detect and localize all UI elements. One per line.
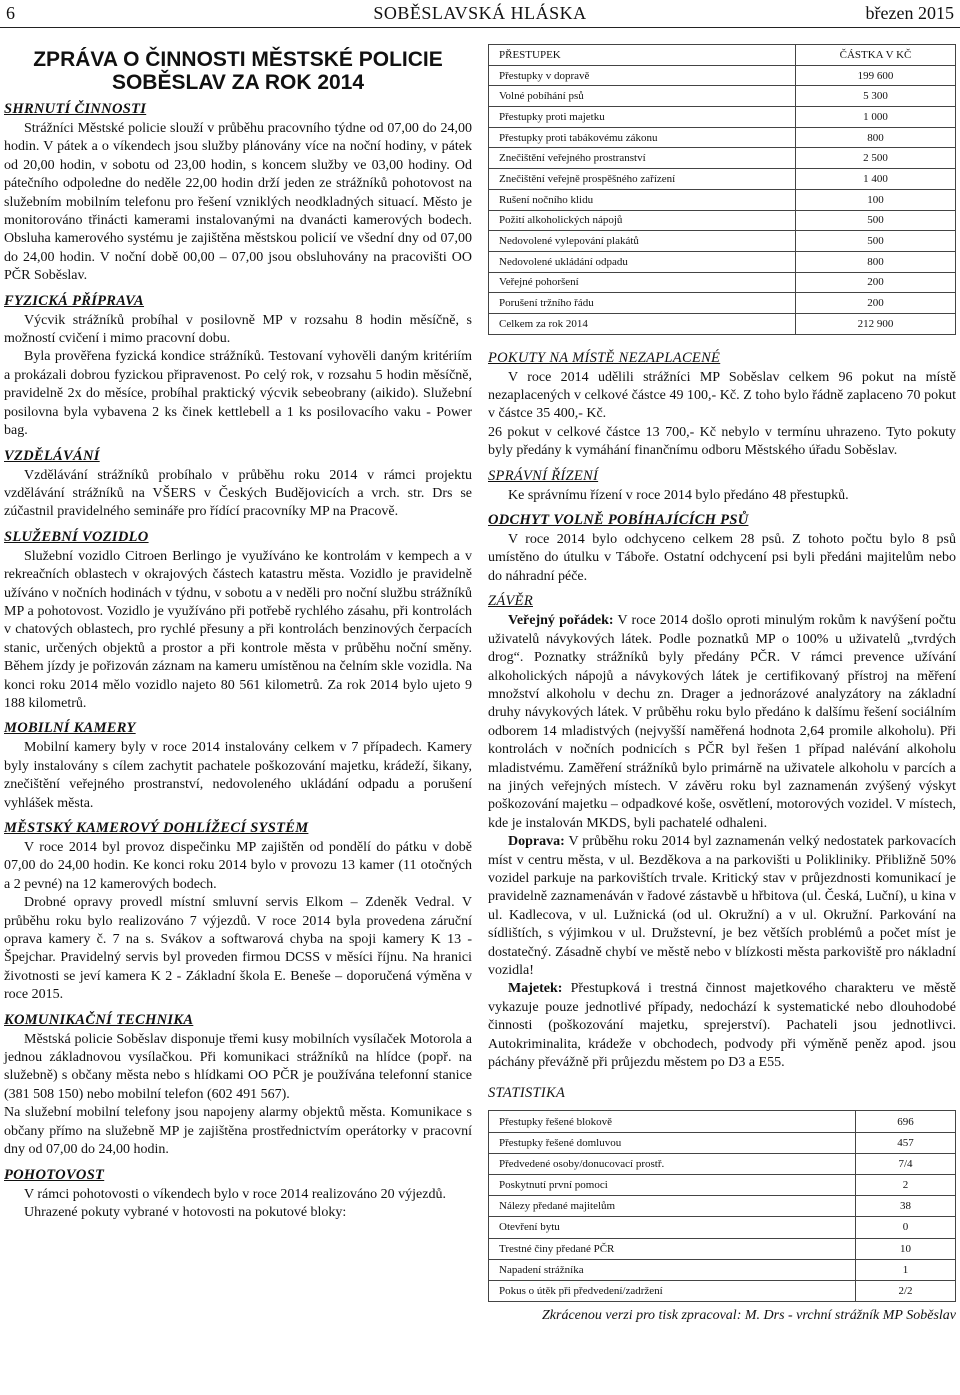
section-heading: VZDĚLÁVÁNÍ — [4, 447, 100, 464]
section-heading: POHOTOVOST — [4, 1166, 105, 1183]
paragraph: Výcvik strážníků probíhal v posilovně MP v rozsahu 8 hodin měsíčně, s možností cvičení i mimo pracovní dobu. — [4, 312, 472, 347]
row-label: Přestupky proti majetku — [489, 107, 796, 128]
row-label: Porušení tržního řádu — [489, 293, 796, 314]
table-row — [489, 1217, 956, 1238]
row-value: 38 — [856, 1196, 956, 1217]
paragraph: Strážníci Městské policie slouží v průběhu pracovního týdne od 07,00 do 24,00 hodin. V pátek a o víkendech jsou služby plánovány více na noční hodiny, v pátek od 20,00 hodin, v sobotu od 23,00 hodin, s koncem služby ve 03,00 hodiny. Od pátečního odpoledne do neděle 22,00 hodin drží jeden ze strážníků pohotovost na služebním mobilním telefonu pro řešení vzniklých neodkladných situací. Město je monitorováno třinácti kamerami instalovanými na dvanácti kamerových bodech. Obsluha kamerového systému je zajištěna městskou policií ve všední dny od 07,00 do 24,00 hodin. V noční době 00,00 – 07,00 jsou obsluhovány na pracovišti OO PČR Soběslav. — [4, 121, 472, 284]
lead-label: Majetek: — [508, 981, 563, 997]
paragraph: Na služební mobilní telefony jsou napojeny alarmy objektů města. Komunikace s občany přímo na služebně MP je zajištěna prostřednictvím operátorky v pracovní dny od 07,00 do 24,00 hodin. — [4, 1105, 472, 1158]
table-row — [489, 1238, 956, 1259]
row-label: Celkem za rok 2014 — [489, 313, 796, 334]
row-value: 696 — [856, 1111, 956, 1132]
table-row — [489, 251, 956, 272]
statistics-table — [488, 1110, 956, 1302]
row-label: Poskytnutí první pomoci — [489, 1175, 856, 1196]
row-value: 2/2 — [856, 1280, 956, 1301]
row-label: Přestupky řešené domluvou — [489, 1132, 856, 1153]
row-label: Veřejné pohoršení — [489, 272, 796, 293]
table-header-row — [489, 45, 956, 66]
section-heading: STATISTIKA — [488, 1085, 566, 1102]
row-label: Přestupky v dopravě — [489, 65, 796, 86]
section-heading: SPRÁVNÍ ŘÍZENÍ — [488, 467, 599, 484]
row-value: 10 — [856, 1238, 956, 1259]
section-heading: MOBILNÍ KAMERY — [4, 720, 136, 737]
page-number: 6 — [6, 3, 15, 23]
paragraph: Ke správnímu řízení v roce 2014 bylo předáno 48 přestupků. — [508, 487, 849, 503]
row-value: 2 500 — [796, 148, 956, 169]
table-row — [489, 313, 956, 334]
row-label: Otevření bytu — [489, 1217, 856, 1238]
section-heading: SHRNUTÍ ČINNOSTI — [4, 101, 147, 117]
row-value: 200 — [796, 272, 956, 293]
section-heading: ZÁVĚR — [488, 593, 533, 610]
paragraph: V roce 2014 byl provoz dispečinku MP zajištěn od pondělí do pátku v době 07,00 do 24,00 hodin. Ke konci roku 2014 bylo v provozu 13 kamer (11 otočných a 2 pevné) na 12 kamerových bodech. — [4, 840, 472, 892]
row-label: Pokus o útěk při předvedení/zadržení — [489, 1280, 856, 1301]
row-value: 2 — [856, 1175, 956, 1196]
row-value: 1 000 — [796, 107, 956, 128]
row-label: Rušení nočního klidu — [489, 189, 796, 210]
row-value: 200 — [796, 293, 956, 314]
row-value: 500 — [796, 210, 956, 231]
row-value: 1 — [856, 1259, 956, 1280]
row-label: Předvedené osoby/donucovací prostř. — [489, 1153, 856, 1174]
row-value: 7/4 — [856, 1153, 956, 1174]
section-heading: KOMUNIKAČNÍ TECHNIKA — [4, 1011, 194, 1028]
row-value: 1 400 — [796, 169, 956, 190]
article-title: ZPRÁVA O ČINNOSTI MĚSTSKÉ POLICIE SOBĚSLAV ZA ROK 2014 — [33, 48, 443, 94]
column-header-amount: ČÁSTKA V KČ — [796, 45, 956, 66]
row-value: 0 — [856, 1217, 956, 1238]
section-heading: ODCHYT VOLNĚ POBÍHAJÍCÍCH PSŮ — [488, 512, 749, 529]
fines-table — [488, 44, 956, 335]
table-row — [489, 1153, 956, 1174]
paragraph: 26 pokut v celkové částce 13 700,- Kč nebylo v termínu uhrazeno. Tyto pokuty byly předány k vymáhání finančnímu odboru Městského úřadu Soběslav. — [488, 424, 956, 459]
table-row — [489, 1259, 956, 1280]
table-row — [489, 210, 956, 231]
row-value: 212 900 — [796, 313, 956, 334]
table-row — [489, 1175, 956, 1196]
table-row — [489, 1111, 956, 1132]
table-row — [489, 293, 956, 314]
table-row — [489, 231, 956, 252]
column-header-offence: PŘESTUPEK — [489, 45, 796, 66]
row-value: 500 — [796, 231, 956, 252]
lead-label: Doprava: — [508, 834, 565, 850]
table-row — [489, 169, 956, 190]
table-row — [489, 65, 956, 86]
page-header — [0, 0, 960, 28]
row-value: 5 300 — [796, 86, 956, 107]
table-row — [489, 107, 956, 128]
row-value: 457 — [856, 1132, 956, 1153]
left-column — [4, 44, 472, 1222]
table-row — [489, 127, 956, 148]
row-value: 199 600 — [796, 65, 956, 86]
table-row — [489, 148, 956, 169]
right-column — [488, 44, 956, 1324]
section-heading: MĚSTSKÝ KAMEROVÝ DOHLÍŽECÍ SYSTÉM — [4, 820, 309, 836]
row-label: Požití alkoholických nápojů — [489, 210, 796, 231]
section-heading: FYZICKÁ PŘÍPRAVA — [4, 292, 145, 309]
lead-label: Veřejný pořádek: — [508, 613, 614, 629]
table-row — [489, 1132, 956, 1153]
paragraph: Vzdělávání strážníků probíhalo v průběhu roku 2014 v rámci projektu vzdělávání strážníků na VŠERS v Českých Budějovicích a vrch. str. Drs se zúčastnil pravidelného semináře pro řídící pracovníky MP na Pracově. — [4, 467, 472, 520]
row-label: Nálezy předané majitelům — [489, 1196, 856, 1217]
paragraph: Služební vozidlo Citroen Berlingo je využíváno ke kontrolám v kempech a v rekreačních oblastech v okrajových částech katastru města. Vozidlo je pravidelně užíváno v nočních hodinách v týdnu, v sobotu a v neděli pro noční službu strážníků MP a pohotovost. Vozidlo je využíváno při potřebě rychlého zásahu, při kontrolách v chatových oblastech, pro rychlé přesuny a při kontrolách benzinových čerpacích stanic, určených objektů a prostor a při kontrole města v průběhu noční směny. Během jízdy je pořizován záznam na kameru umístěnou na čelním skle vozidla. Na konci roku 2014 mělo vozidlo najeto 80 561 kilometrů. Za rok 2014 bylo ujeto 9 188 kilometrů. — [4, 548, 472, 711]
table-row — [489, 272, 956, 293]
row-value: 100 — [796, 189, 956, 210]
paragraph: V roce 2014 bylo odchyceno celkem 28 psů. Z tohoto počtu bylo 8 psů umístěno do útulku v Táboře. Ostatní odchycení psi byli předáni majitelům nebo do náhradní péče. — [488, 532, 956, 584]
footer-credit: Zkrácenou verzi pro tisk zpracoval: M. Drs - vrchní strážník MP Soběslav — [542, 1308, 956, 1324]
paragraph: Byla prověřena fyzická kondice strážníků. Testovaní vyhověli daným kritériím a prokázali dobrou fyzickou připravenost. Po celý rok, v rozsahu 5 hodin měsíčně, pravidelně 2x do měsíce, probíhal praktický výcvik sebeobrany (aikido). Služební posilovna byla vybavena 2 ks činek kettlebell a 1 ks posilovacího vaku - Power bag. — [4, 349, 472, 439]
table-row — [489, 189, 956, 210]
paragraph: Doprava: V průběhu roku 2014 byl zaznamenán velký nedostatek parkovacích míst v centru města, v ul. Bezděkova a na parkovišti u Polikliniky. Přibližně 50% vozidel parkuje na parkovištích trvale. Kritický stav v průjezdnosti komunikací je pravidelně zaznamenáván v řadové zástavbě u hřbitova (ul. Česká, Luční), u kina v ul. Kadlecova, v ul. Lužnická (od ul. Okružní) a v ul. Okružní. Parkování na sídlištích, s výjimkou v ul. Družstevní, je bez větších problémů a počet míst je dostatečný. Zásadně chybí ve městě nebo v blízkosti města parkoviště pro nákladní vozidla! — [488, 834, 956, 978]
row-label: Znečištění veřejného prostranství — [489, 148, 796, 169]
table-row — [489, 86, 956, 107]
issue-date: březen 2015 — [865, 3, 954, 23]
paragraph: V rámci pohotovosti o víkendech bylo v roce 2014 realizováno 20 výjezdů. — [24, 1186, 446, 1202]
row-value: 800 — [796, 251, 956, 272]
section-heading: SLUŽEBNÍ VOZIDLO — [4, 528, 149, 545]
row-label: Znečištění veřejně prospěšného zařízení — [489, 169, 796, 190]
paragraph: Mobilní kamery byly v roce 2014 instalovány celkem v 7 případech. Kamery byly instalovány s cílem zachytit pachatele poškozování majetku, krádeží, šikany, znečištění veřejného prostranství, nedovoleného ukládání odpadu a porušení vyhlášek města. — [4, 740, 472, 811]
paragraph: Drobné opravy provedl místní smluvní servis Elkom – Zdeněk Vedral. V průběhu roku bylo realizováno 7 výjezdů. V roce 2014 byla provedena záruční oprava kamery č. 7 na s. Svákov a softwarová chyba na spoji kamery K 13 - Špejchar. Pravidelný servis byl proveden firmou DCSS v měsíci říjnu. Na hranici životnosti se jeví kamera K 2 - Základní škola E. Beneše – doporučená výměna v roce 2015. — [4, 895, 472, 1003]
paragraph: V roce 2014 udělili strážníci MP Soběslav celkem 96 pokut na místě nezaplacených v celkové částce 49 100,- Kč. Z toho bylo řádně zaplaceno 70 pokut v částce 35 400,- Kč. — [488, 369, 956, 422]
row-label: Volné pobíhání psů — [489, 86, 796, 107]
row-label: Nedovolené ukládání odpadu — [489, 251, 796, 272]
section-heading: POKUTY NA MÍSTĚ NEZAPLACENÉ — [488, 349, 721, 366]
row-label: Trestné činy předané PČR — [489, 1238, 856, 1259]
row-label: Přestupky proti tabákovému zákonu — [489, 127, 796, 148]
row-value: 800 — [796, 127, 956, 148]
paragraph: Majetek: Přestupková i trestná činnost majetkového charakteru ve městě vykazuje pouze jednotlivé případy, nedochází k systematické nebo dlouhodobé činnosti (poškozování majetku, sprejerství). Pachateli jsou jednotlivci. Autokriminalita, krádeže v obchodech, podvody při výměně peněz apod. jsou páchány převážně při průjezdu městem po D3 a E55. — [488, 981, 956, 1071]
row-label: Přestupky řešené blokově — [489, 1111, 856, 1132]
table-row — [489, 1280, 956, 1301]
paragraph: Městská policie Soběslav disponuje třemi kusy mobilních vysílaček Motorola a jednou základnovou vysílačkou. Při komunikaci strážníků na hlídce (popř. na služebně) s občany města nebo s hlídkami OO PČR je používána telefonní stanice (381 508 150) nebo mobilní telefon (602 491 567). — [4, 1031, 472, 1102]
row-label: Napadení strážníka — [489, 1259, 856, 1280]
paragraph: Veřejný pořádek: V roce 2014 došlo oproti minulým rokům k navýšení počtu uživatelů návykových látek. Podle poznatků MP o 100% u uživatelů „tvrdých drog“. Poznatky strážníků byly předány PČR. V rámci prevence užívání alkoholických nápojů a návykových látek je certifikovaný přístroj na měření množství alkoholu v dechu zn. Drager a jednorázové analyzátory na základní druhy návykových látek. V průběhu roku bylo předáno k dalšímu řešení sociálním odborem 14 mladistvých (nejvyšší naměřená hodnota 2,64 promile alkoholu). Při kontrolách v nočních podnicích s PČR byl řešen 1 případ nalévání alkoholu mladistvému. Zaměření strážníků bylo primárně na uživatele alkoholu v parcích a na jiných veřejných místech. V závěru roku byl zaznamenán zvýšený výskyt poškozování majetku – odpadkové koše, osvětlení, motorových vozidel. V místech, kde je instalován MKDS, byli pachatelé odhaleni. — [488, 613, 957, 831]
table-row — [489, 1196, 956, 1217]
row-label: Nedovolené vylepování plakátů — [489, 231, 796, 252]
paragraph: Uhrazené pokuty vybrané v hotovosti na pokutové bloky: — [24, 1204, 347, 1220]
masthead: SOBĚSLAVSKÁ HLÁSKA — [373, 3, 587, 23]
